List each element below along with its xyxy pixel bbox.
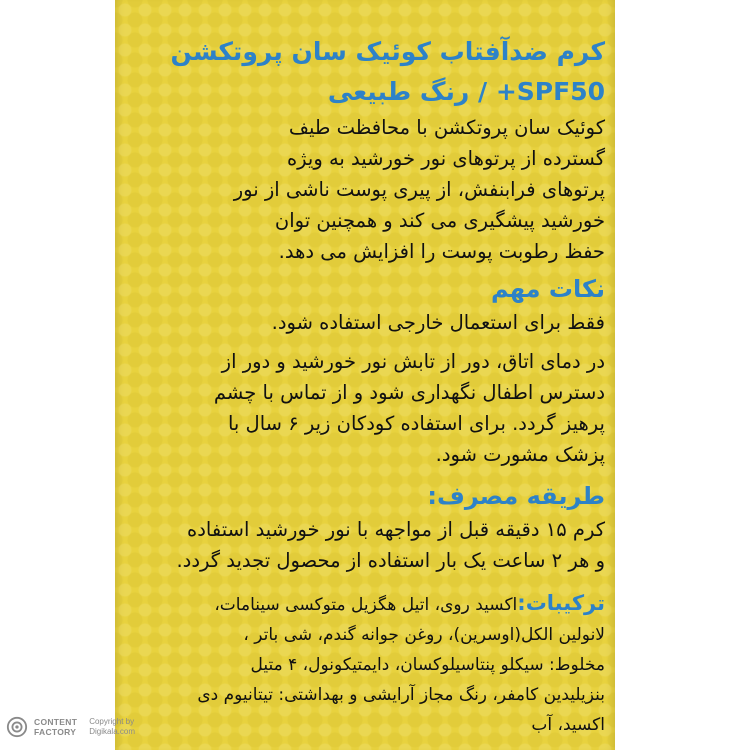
content-factory-logo-icon bbox=[6, 716, 28, 738]
description-line: کوئیک سان پروتکشن با محافظت طیف bbox=[288, 116, 605, 139]
description-block bbox=[125, 112, 605, 267]
watermark-copyright-line-2: Digikala.com bbox=[89, 727, 135, 736]
product-title-line-1: کرم ضدآفتاب کوئیک سان پروتکشن bbox=[170, 37, 605, 66]
ingredients-line: اکسید، آب bbox=[531, 715, 605, 735]
ingredients-section bbox=[125, 588, 605, 740]
notes-section bbox=[125, 271, 605, 470]
description-line: حفظ رطوبت پوست را افزایش می دهد. bbox=[278, 240, 605, 263]
product-box-panel bbox=[115, 0, 615, 750]
description-line: گسترده از پرتوهای نور خورشید به ویژه bbox=[286, 147, 605, 170]
notes-paragraph-line: دسترس اطفال نگهداری شود و از تماس با چشم bbox=[213, 381, 605, 404]
ingredients-first-line bbox=[125, 588, 605, 620]
label-content bbox=[125, 32, 605, 740]
notes-line: فقط برای استعمال خارجی استفاده شود. bbox=[271, 311, 605, 334]
ingredients-line: مخلوط: سیکلو پنتاسیلوکسان، دایمتیکونول، ۴ متیل bbox=[250, 655, 605, 675]
usage-section bbox=[125, 478, 605, 576]
ingredients-line: بنزیلیدین کامفر، رنگ مجاز آرایشی و بهداشتی: تیتانیوم دی bbox=[197, 685, 605, 705]
product-title-line-2: SPF50+ / رنگ طبیعی bbox=[327, 77, 605, 106]
notes-paragraph-line: پرهیز گردد. برای استفاده کودکان زیر ۶ سال با bbox=[227, 412, 605, 435]
ingredients-line: لانولین الکل(اوسرین)، روغن جوانه گندم، شی باتر ، bbox=[243, 625, 605, 645]
notes-paragraph-line: در دمای اتاق، دور از تابش نور خورشید و دور از bbox=[221, 350, 605, 373]
usage-heading: طریقه مصرف: bbox=[427, 482, 605, 510]
watermark-copyright bbox=[83, 717, 135, 737]
usage-line: کرم ۱۵ دقیقه قبل از مواجهه با نور خورشید استفاده bbox=[187, 518, 605, 541]
notes-heading: نکات مهم bbox=[491, 275, 605, 303]
usage-line: و هر ۲ ساعت یک بار استفاده از محصول تجدید گردد. bbox=[176, 549, 605, 572]
watermark bbox=[6, 716, 135, 738]
watermark-brand bbox=[34, 717, 77, 737]
watermark-brand-line-1: CONTENT bbox=[34, 717, 78, 727]
notes-paragraph-line: پزشک مشورت شود. bbox=[435, 443, 605, 466]
watermark-copyright-line-1: Copyright by bbox=[89, 717, 135, 726]
watermark-brand-line-2: FACTORY bbox=[34, 727, 77, 737]
ingredients-line: اکسید روی، اتیل هگزیل متوکسی سینامات، bbox=[214, 595, 518, 615]
description-line: خورشید پیشگیری می کند و همچنین توان bbox=[274, 209, 605, 232]
description-line: پرتوهای فرابنفش، از پیری پوست ناشی از نور bbox=[233, 178, 605, 201]
ingredients-label: ترکیبات: bbox=[517, 591, 605, 615]
